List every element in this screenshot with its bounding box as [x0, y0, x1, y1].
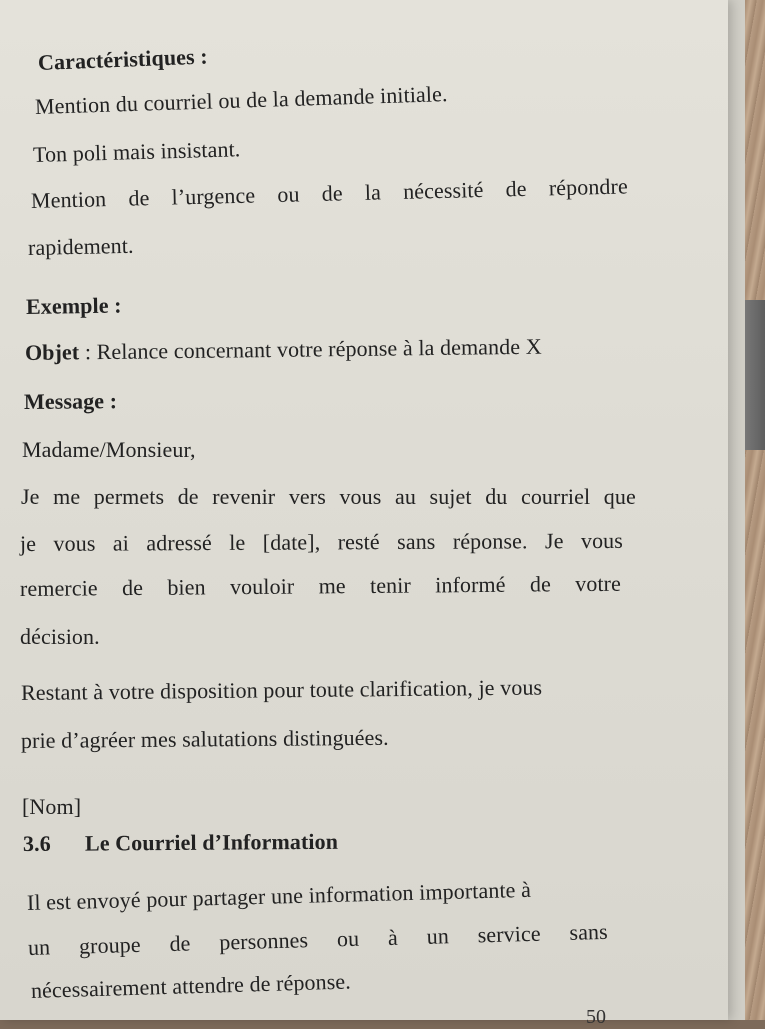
word: groupe: [78, 931, 142, 959]
word: me: [318, 573, 346, 599]
word: permets: [93, 484, 165, 509]
word: au: [395, 484, 416, 509]
page-number: 50: [586, 1006, 606, 1028]
word: service: [477, 920, 541, 948]
example-heading: Exemple :: [25, 292, 122, 319]
word: de: [321, 180, 343, 206]
word: remercie: [19, 575, 98, 601]
word: de: [529, 571, 551, 597]
word: sujet: [429, 484, 472, 509]
word: vous: [339, 484, 382, 509]
characteristic-line-2: Ton poli mais insistant.: [32, 136, 241, 167]
word: Mention: [30, 186, 107, 213]
word: [date],: [262, 529, 321, 555]
word: répondre: [548, 173, 629, 201]
word: bien: [167, 574, 206, 600]
word: ou: [336, 925, 360, 952]
word: réponse.: [452, 528, 528, 554]
word: un: [27, 934, 51, 960]
word: vous: [580, 527, 623, 554]
closing-line-1: Restant à votre disposition pour toute clarification, je vous: [20, 674, 543, 705]
word: revenir: [212, 484, 276, 509]
word: le: [229, 529, 246, 555]
word: Je: [21, 484, 40, 509]
body-line-3: [20, 571, 621, 602]
message-heading: Message :: [23, 388, 118, 414]
word: que: [603, 484, 636, 509]
word: votre: [575, 570, 622, 597]
word: de: [177, 484, 199, 509]
section-heading: [23, 829, 338, 857]
subject-label: Objet: [24, 339, 80, 365]
word: Je: [544, 528, 564, 554]
word: vouloir: [229, 573, 295, 600]
section-title: Le Courriel d’Information: [84, 828, 339, 856]
word: de: [121, 574, 144, 601]
word: courriel: [520, 484, 591, 509]
salutation: Madame/Monsieur,: [22, 437, 196, 462]
word: de: [128, 185, 150, 211]
signature: [Nom]: [22, 794, 82, 819]
word: ai: [112, 530, 130, 556]
word: de: [169, 930, 191, 957]
word: informé: [435, 571, 506, 598]
word: de: [505, 175, 527, 202]
section-line-3: nécessairement attendre de réponse.: [30, 968, 352, 1003]
body-line-4: décision.: [20, 624, 100, 649]
word: vers: [288, 484, 326, 509]
section-line-2: [28, 919, 608, 961]
word: la: [364, 179, 382, 205]
word: personnes: [218, 927, 309, 955]
word: à: [387, 924, 399, 950]
word: vous: [53, 530, 96, 556]
word: ou: [277, 181, 300, 207]
section-number: 3.6: [22, 830, 51, 856]
characteristic-line-4: rapidement.: [27, 232, 134, 260]
word: l’urgence: [171, 182, 256, 210]
subject-line: [25, 334, 542, 366]
word: sans: [397, 528, 436, 555]
body-line-2: [20, 528, 623, 557]
body-line-1: [21, 484, 636, 510]
characteristic-line-3: [31, 173, 628, 214]
characteristics-heading: Caractéristiques :: [37, 43, 209, 75]
word: adressé: [146, 529, 212, 556]
word: me: [53, 484, 81, 509]
subject-text: : Relance concernant votre réponse à la demande X: [79, 333, 542, 365]
word: tenir: [369, 572, 411, 598]
word: un: [426, 923, 450, 949]
word: sans: [569, 918, 609, 945]
closing-line-2: prie d’agréer mes salutations distinguées.: [20, 724, 389, 753]
word: nécessité: [402, 176, 484, 204]
characteristic-line-1: Mention du courriel ou de la demande initiale.: [34, 81, 448, 119]
word: resté: [337, 529, 380, 555]
section-line-1: Il est envoyé pour partager une information importante à: [26, 876, 532, 915]
word: du: [485, 484, 508, 509]
word: je: [19, 530, 37, 556]
